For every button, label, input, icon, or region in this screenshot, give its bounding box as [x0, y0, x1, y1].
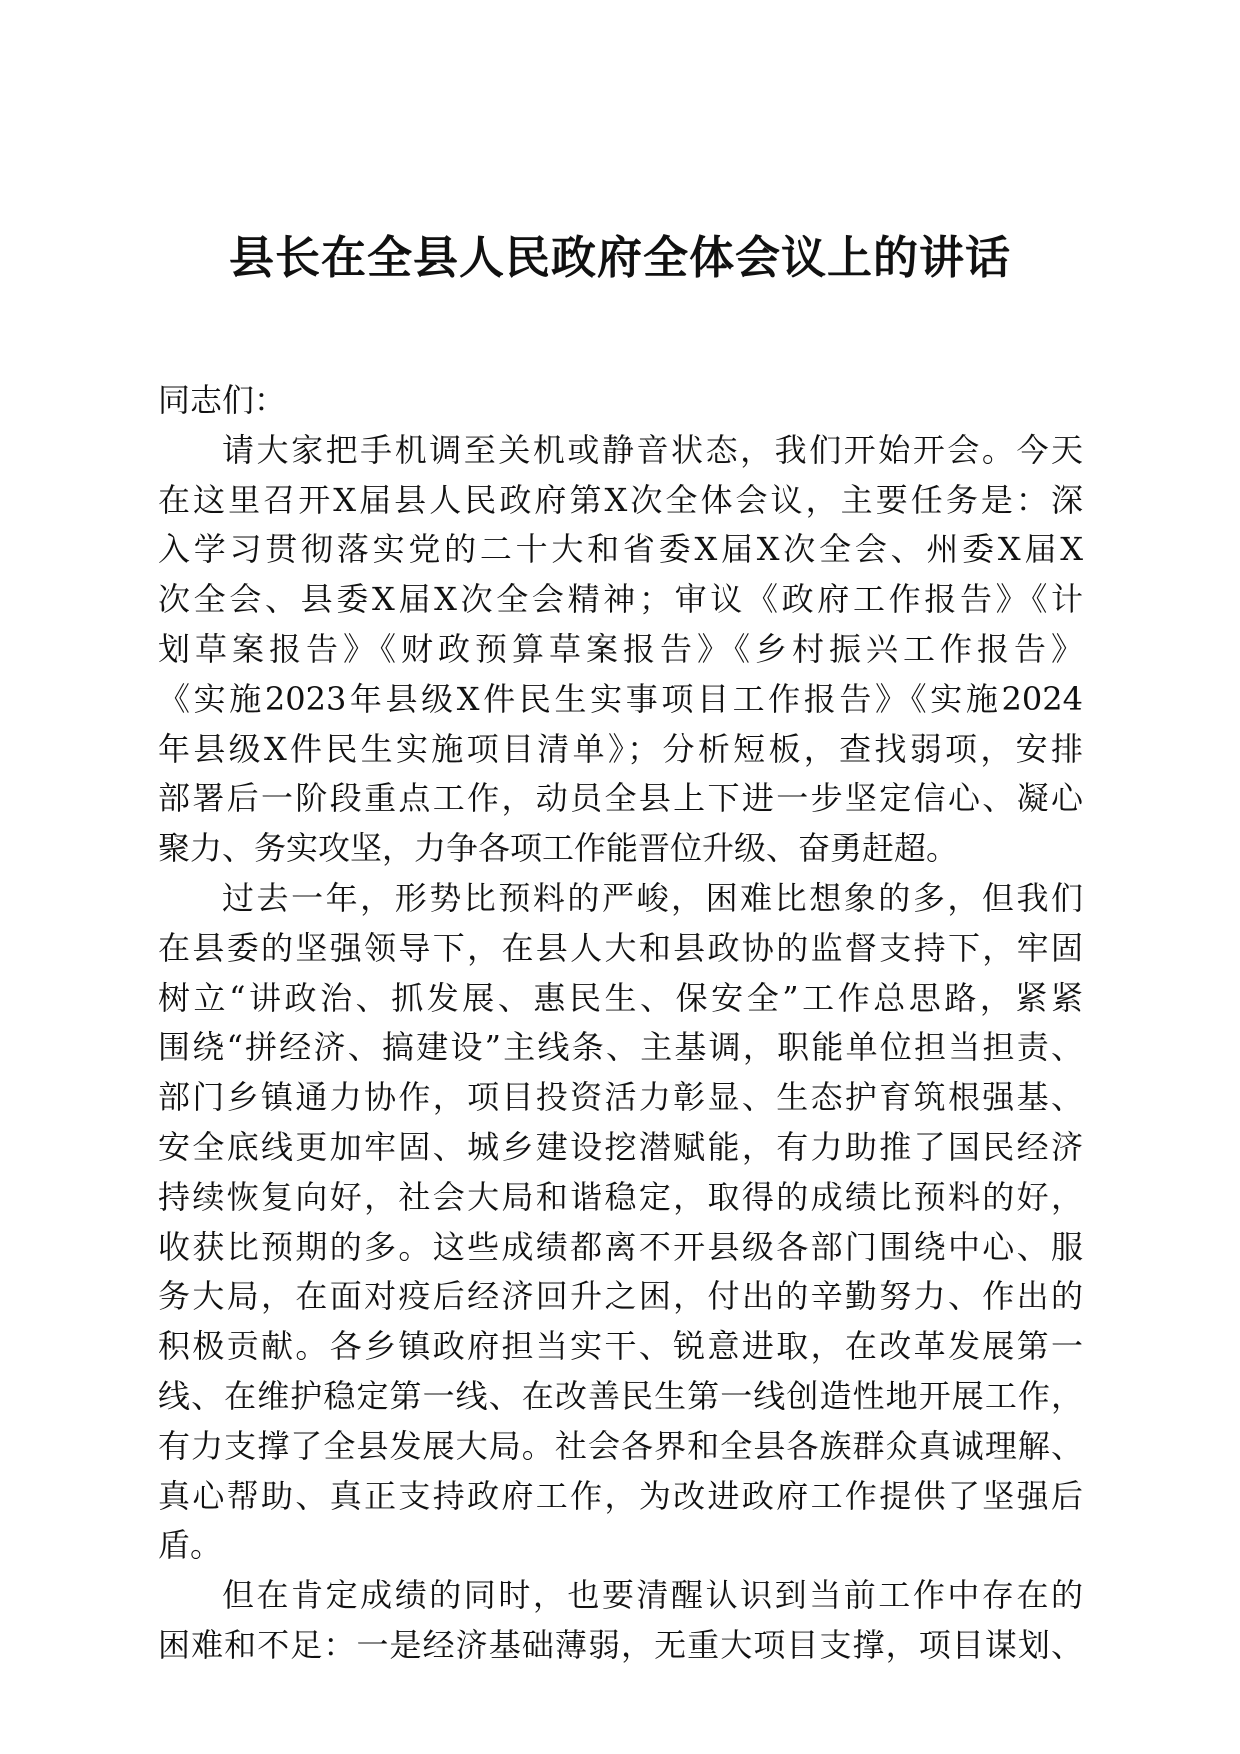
text-line: 盾。 — [158, 1526, 223, 1565]
text-line: 积极贡献。各乡镇政府担当实干、锐意进取，在改革发展第一 — [158, 1327, 1083, 1366]
text-line: 《实施2023年县级X件民生实事项目工作报告》《实施2024 — [158, 679, 1083, 718]
text-line: 在县委的坚强领导下，在县人大和县政协的监督支持下，牢固 — [158, 928, 1083, 967]
text-line: 划草案报告》《财政预算草案报告》《乡村振兴工作报告》 — [158, 629, 1083, 668]
text-line: 过去一年，形势比预料的严峻，困难比想象的多，但我们 — [222, 878, 1083, 917]
text-line: 有力支撑了全县发展大局。社会各界和全县各族群众真诚理解、 — [158, 1426, 1083, 1465]
text-line: 收获比预期的多。这些成绩都离不开县级各部门围绕中心、服 — [158, 1227, 1083, 1266]
document-title: 县长在全县人民政府全体会议上的讲话 — [228, 231, 1011, 284]
text-line: 线、在维护稳定第一线、在改善民生第一线创造性地开展工作， — [158, 1376, 1083, 1415]
text-line: 持续恢复向好，社会大局和谐稳定，取得的成绩比预料的好， — [158, 1177, 1083, 1216]
text-line: 真心帮助、真正支持政府工作，为改进政府工作提供了坚强后 — [158, 1476, 1083, 1515]
text-line: 困难和不足：一是经济基础薄弱，无重大项目支撑，项目谋划、 — [158, 1625, 1083, 1664]
text-line: 务大局，在面对疫后经济回升之困，付出的辛勤努力、作出的 — [158, 1277, 1083, 1316]
text-line: 年县级X件民生实施项目清单》；分析短板，查找弱项，安排 — [158, 729, 1083, 768]
text-line: 部署后一阶段重点工作，动员全县上下进一步坚定信心、凝心 — [158, 779, 1083, 818]
text-line: 次全会、县委X届X次全会精神；审议《政府工作报告》《计 — [158, 580, 1083, 619]
text-line: 部门乡镇通力协作，项目投资活力彰显、生态护育筑根强基、 — [158, 1078, 1083, 1117]
document-body — [158, 376, 1083, 1671]
text-line: 但在肯定成绩的同时，也要清醒认识到当前工作中存在的 — [222, 1576, 1083, 1615]
text-line: 聚力、务实攻坚，力争各项工作能晋位升级、奋勇赶超。 — [158, 829, 959, 868]
text-line: 入学习贯彻落实党的二十大和省委X届X次全会、州委X届X — [158, 530, 1083, 569]
text-line: 安全底线更加牢固、城乡建设挖潜赋能，有力助推了国民经济 — [158, 1127, 1083, 1166]
text-line: 在这里召开X届县人民政府第X次全体会议，主要任务是：深 — [158, 480, 1083, 519]
text-line: 同志们： — [158, 381, 287, 419]
text-line: 树立“讲政治、抓发展、惠民生、保安全”工作总思路，紧紧 — [158, 978, 1083, 1017]
text-line: 请大家把手机调至关机或静音状态，我们开始开会。今天 — [222, 430, 1083, 469]
text-line: 围绕“拼经济、搞建设”主线条、主基调，职能单位担当担责、 — [158, 1028, 1083, 1067]
